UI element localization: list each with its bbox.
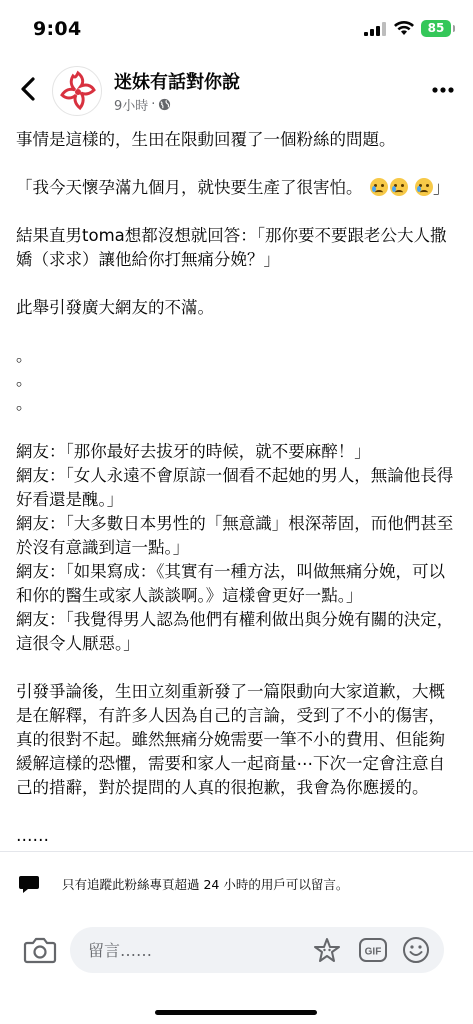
home-indicator xyxy=(155,1010,317,1015)
post-body xyxy=(16,128,460,848)
quote-end: 」 xyxy=(433,178,450,197)
status-time: 9:04 xyxy=(33,18,82,40)
gif-label: GIF xyxy=(364,946,382,958)
post-paragraph: 事情是這樣的，生田在限動回覆了一個粉絲的問題。 xyxy=(16,130,396,149)
netizen-comment: 網友：「女人永遠不會原諒一個看不起她的男人，無論他長得好看還是醜。」 xyxy=(16,466,454,509)
status-bar xyxy=(0,0,473,60)
cellular-signal-icon xyxy=(364,22,386,36)
comment-notice-text: 只有追蹤此粉絲專頁超過 24 小時的用戶可以留言。 xyxy=(62,877,349,892)
post-header xyxy=(0,60,473,120)
post-paragraph-quote xyxy=(16,176,460,200)
sakura-logo-icon xyxy=(53,67,102,116)
smiley-icon[interactable] xyxy=(402,936,430,964)
post-meta xyxy=(114,95,171,114)
comment-notice xyxy=(18,872,458,896)
dot-line: 。 xyxy=(16,346,33,365)
crying-face-icon xyxy=(370,178,388,196)
camera-icon[interactable] xyxy=(23,935,57,965)
battery-indicator xyxy=(421,20,451,37)
dot-line: 。 xyxy=(16,394,33,413)
post-time[interactable]: 9小時 xyxy=(114,99,149,114)
post-paragraph: 引發爭論後，生田立刻重新發了一篇限動向大家道歉，大概是在解釋，有許多人因為自己的言論，受到了不小的傷害，真的很對不起。雖然無痛分娩需要一筆不小的費用、但能夠緩解這樣的恐懼，需要和家人一起商量⋯下次一定會注意自己的措辭，對於提問的人真的很抱歉，我會為你應援的。 xyxy=(16,682,445,797)
avatar-sticker-icon[interactable] xyxy=(312,936,342,966)
dot-line: 。 xyxy=(16,370,33,389)
netizen-comment: 網友：「如果寫成：《其實有一種方法，叫做無痛分娩，可以和你的醫生或家人談談啊。》這樣會更好一點。」 xyxy=(16,562,445,605)
wifi-icon xyxy=(393,20,415,36)
netizen-comment: 網友：「大多數日本男性的「無意識」根深蒂固，而他們甚至於沒有意識到這一點。」 xyxy=(16,514,454,557)
meta-separator: · xyxy=(151,97,156,112)
netizen-comment: 網友：「我覺得男人認為他們有權利做出與分娩有關的決定，這很令人厭惡。」 xyxy=(16,610,454,653)
comment-bar xyxy=(0,920,473,980)
netizen-comment: 網友：「那你最好去拔牙的時候，就不要麻醉！」 xyxy=(16,442,371,461)
chevron-left-icon[interactable] xyxy=(14,74,44,104)
crying-face-icon xyxy=(390,178,408,196)
post-paragraph: 此舉引發廣大網友的不滿。 xyxy=(16,298,214,317)
quote-text: 「我今天懷孕滿九個月，就快要生產了很害怕。 xyxy=(16,178,363,197)
post-ellipsis: …… xyxy=(16,826,49,845)
page-name[interactable]: 迷妹有話對你說 xyxy=(114,72,240,93)
post-paragraph: 結果直男toma想都沒想就回答：「那你要不要跟老公大人撒嬌（求求）讓他給你打無痛分娩？」 xyxy=(16,226,447,269)
gif-icon xyxy=(358,936,388,964)
divider xyxy=(0,851,473,852)
gif-button[interactable] xyxy=(358,936,388,964)
speech-bubble-icon xyxy=(18,873,40,895)
page-avatar[interactable] xyxy=(52,66,102,116)
more-horizontal-icon[interactable] xyxy=(430,78,456,102)
crying-face-icon xyxy=(415,178,433,196)
globe-icon xyxy=(158,98,171,111)
battery-level: 85 xyxy=(427,21,445,35)
